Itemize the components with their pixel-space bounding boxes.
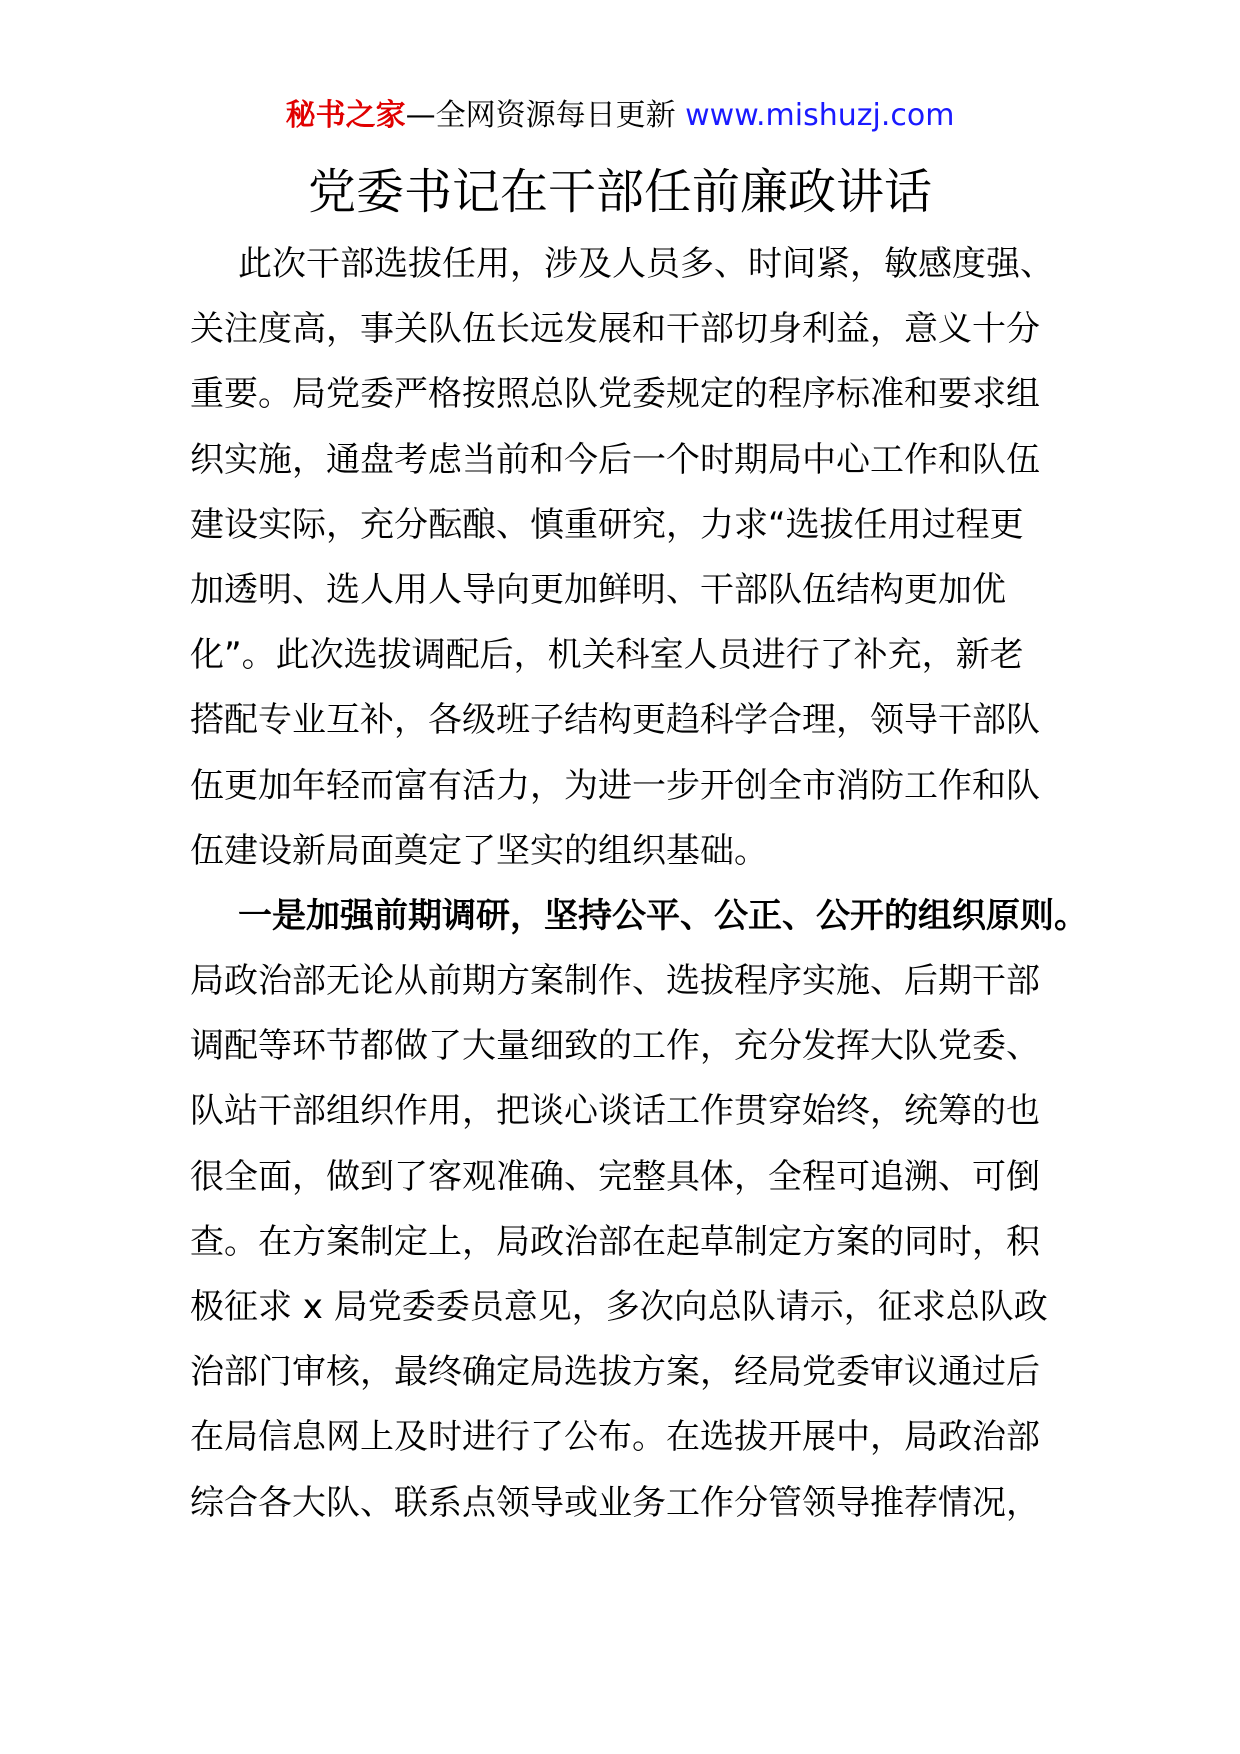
paragraph-line: 局政治部无论从前期方案制作、选拔程序实施、后期干部: [190, 961, 1040, 1002]
brand-name: 秘书之家: [285, 98, 406, 133]
paragraph-line: 关注度高，事关队伍长远发展和干部切身利益，意义十分: [190, 309, 1040, 350]
site-tagline: —全网资源每日更新: [405, 98, 686, 133]
paragraph-line: 治部门审核，最终确定局选拔方案，经局党委审议通过后: [190, 1352, 1040, 1393]
paragraph-line: 建设实际，充分酝酿、慎重研究，力求“选拔任用过程更: [190, 504, 1024, 545]
paragraph-line: 搭配专业互补，各级班子结构更趋科学合理，领导干部队: [190, 700, 1040, 741]
paragraph-line: 在局信息网上及时进行了公布。在选拔开展中，局政治部: [190, 1417, 1040, 1458]
paragraph-line: 综合各大队、联系点领导或业务工作分管领导推荐情况，: [190, 1482, 1040, 1523]
document-title: 党委书记在干部任前廉政讲话: [307, 164, 932, 220]
paragraph-line: 队站干部组织作用，把谈心谈话工作贯穿始终，统筹的也: [190, 1091, 1040, 1132]
paragraph-line: 此次干部选拔任用，涉及人员多、时间紧，敏感度强、: [238, 244, 1054, 284]
paragraph-line: 查。在方案制定上，局政治部在起草制定方案的同时，积: [190, 1221, 1040, 1262]
document-body: [190, 232, 1088, 1536]
paragraph-line: 加透明、选人用人导向更加鲜明、干部队伍结构更加优: [190, 569, 1006, 610]
paragraph-line: 调配等环节都做了大量细致的工作，充分发挥大队党委、: [190, 1026, 1040, 1067]
paragraph-line: 伍建设新局面奠定了坚实的组织基础。: [190, 830, 768, 871]
paragraph-line: 很全面，做到了客观准确、完整具体，全程可追溯、可倒: [190, 1156, 1040, 1197]
paragraph-line: 重要。局党委严格按照总队党委规定的程序标准和要求组: [190, 374, 1040, 415]
paragraph-line: 伍更加年轻而富有活力，为进一步开创全市消防工作和队: [190, 765, 1040, 806]
paragraph-line: 极征求 x 局党委委员意见，多次向总队请示，征求总队政: [190, 1287, 1048, 1327]
site-header: [0, 96, 1240, 136]
paragraph-line: 化”。此次选拔调配后，机关科室人员进行了补充，新老: [190, 635, 1024, 676]
section-heading: 一是加强前期调研，坚持公平、公正、公开的组织原则。: [238, 895, 1088, 936]
paragraph-line: 织实施，通盘考虑当前和今后一个时期局中心工作和队伍: [190, 439, 1040, 480]
site-url-link[interactable]: www.mishuzj.com: [685, 98, 955, 133]
